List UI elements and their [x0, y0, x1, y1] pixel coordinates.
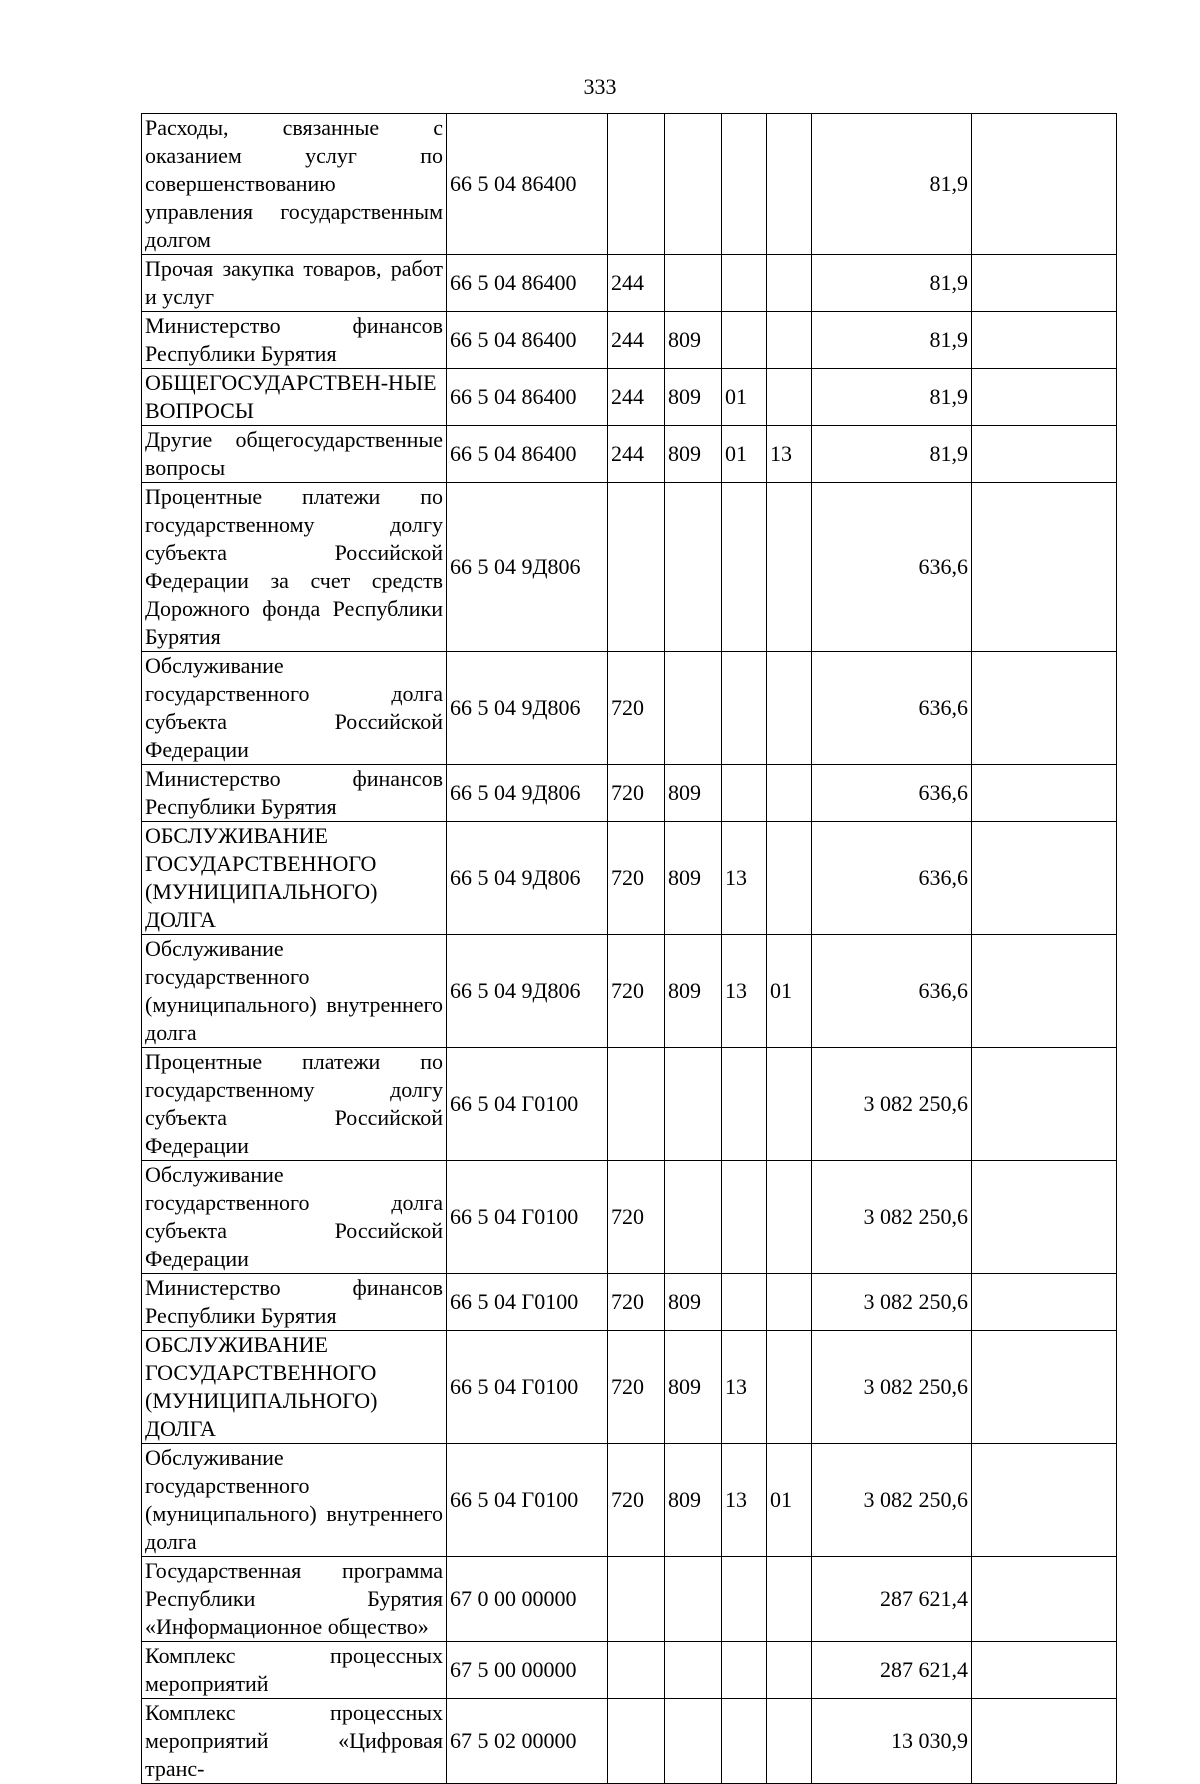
table-row [142, 426, 1117, 483]
row-empty-cell [972, 935, 1117, 1048]
row-target-code: 66 5 04 9Д806 [447, 935, 608, 1048]
row-target-code: 66 5 04 86400 [447, 369, 608, 426]
row-target-code: 66 5 04 Г0100 [447, 1048, 608, 1161]
table-row [142, 652, 1117, 765]
row-expense-type: 244 [608, 369, 665, 426]
row-subsection [767, 1557, 812, 1642]
row-section [722, 765, 767, 822]
row-empty-cell [972, 1699, 1117, 1784]
row-empty-cell [972, 1557, 1117, 1642]
row-ministry-code [665, 1048, 722, 1161]
row-sum: 636,6 [812, 822, 972, 935]
row-section [722, 1274, 767, 1331]
row-target-code: 66 5 04 86400 [447, 114, 608, 255]
row-name: Министерство финансов Республики Бурятия [142, 1274, 447, 1331]
row-empty-cell [972, 1274, 1117, 1331]
row-expense-type: 244 [608, 312, 665, 369]
row-empty-cell [972, 1444, 1117, 1557]
row-ministry-code: 809 [665, 935, 722, 1048]
row-expense-type: 720 [608, 1274, 665, 1331]
row-target-code: 66 5 04 86400 [447, 312, 608, 369]
row-ministry-code: 809 [665, 765, 722, 822]
row-name: Прочая закупка товаров, работ и услуг [142, 255, 447, 312]
row-ministry-code [665, 1161, 722, 1274]
row-sum: 636,6 [812, 483, 972, 652]
row-name: Расходы, связанные с оказанием услуг по совершенствованию управления государственным долгом [142, 114, 447, 255]
row-expense-type [608, 1642, 665, 1699]
row-section: 13 [722, 935, 767, 1048]
row-subsection [767, 1331, 812, 1444]
row-target-code: 66 5 04 Г0100 [447, 1274, 608, 1331]
row-section: 01 [722, 426, 767, 483]
row-section [722, 483, 767, 652]
row-ministry-code: 809 [665, 1274, 722, 1331]
row-sum: 81,9 [812, 312, 972, 369]
row-name: ОБЩЕГОСУДАРСТВЕН-НЫЕ ВОПРОСЫ [142, 369, 447, 426]
row-section: 01 [722, 369, 767, 426]
budget-table [141, 113, 1117, 1784]
row-empty-cell [972, 426, 1117, 483]
row-expense-type [608, 1557, 665, 1642]
row-sum: 636,6 [812, 652, 972, 765]
row-subsection [767, 369, 812, 426]
row-name: ОБСЛУЖИВАНИЕ ГОСУДАРСТВЕННОГО (МУНИЦИПАЛЬНОГО) ДОЛГА [142, 1331, 447, 1444]
row-subsection [767, 114, 812, 255]
table-row [142, 255, 1117, 312]
row-subsection [767, 1642, 812, 1699]
row-expense-type: 720 [608, 652, 665, 765]
row-target-code: 66 5 04 9Д806 [447, 483, 608, 652]
row-subsection [767, 255, 812, 312]
row-name: Другие общегосударственные вопросы [142, 426, 447, 483]
row-sum: 3 082 250,6 [812, 1274, 972, 1331]
row-sum: 3 082 250,6 [812, 1444, 972, 1557]
table-row [142, 312, 1117, 369]
table-row [142, 1557, 1117, 1642]
row-empty-cell [972, 1161, 1117, 1274]
row-name: Комплекс процессных мероприятий «Цифровая транс- [142, 1699, 447, 1784]
row-sum: 81,9 [812, 255, 972, 312]
row-subsection [767, 1274, 812, 1331]
row-subsection [767, 822, 812, 935]
row-name: ОБСЛУЖИВАНИЕ ГОСУДАРСТВЕННОГО (МУНИЦИПАЛЬНОГО) ДОЛГА [142, 822, 447, 935]
row-target-code: 67 5 02 00000 [447, 1699, 608, 1784]
row-target-code: 66 5 04 9Д806 [447, 822, 608, 935]
row-expense-type: 720 [608, 935, 665, 1048]
row-expense-type: 720 [608, 1444, 665, 1557]
row-section: 13 [722, 1444, 767, 1557]
row-section [722, 1161, 767, 1274]
row-ministry-code [665, 114, 722, 255]
row-name: Обслуживание государственного долга субъекта Российской Федерации [142, 1161, 447, 1274]
row-target-code: 66 5 04 86400 [447, 426, 608, 483]
row-target-code: 67 0 00 00000 [447, 1557, 608, 1642]
row-expense-type: 720 [608, 765, 665, 822]
row-empty-cell [972, 765, 1117, 822]
row-section [722, 312, 767, 369]
row-subsection: 01 [767, 935, 812, 1048]
row-section: 13 [722, 1331, 767, 1444]
row-subsection [767, 1699, 812, 1784]
table-row [142, 1642, 1117, 1699]
row-ministry-code: 809 [665, 822, 722, 935]
row-name: Обслуживание государственного долга субъекта Российской Федерации [142, 652, 447, 765]
row-name: Обслуживание государственного (муниципального) внутреннего долга [142, 1444, 447, 1557]
row-section: 13 [722, 822, 767, 935]
row-expense-type: 720 [608, 1161, 665, 1274]
row-subsection [767, 652, 812, 765]
row-expense-type: 720 [608, 1331, 665, 1444]
row-name: Комплекс процессных мероприятий [142, 1642, 447, 1699]
row-section [722, 255, 767, 312]
row-expense-type: 720 [608, 822, 665, 935]
row-subsection [767, 1048, 812, 1161]
row-sum: 287 621,4 [812, 1642, 972, 1699]
table-row [142, 369, 1117, 426]
row-empty-cell [972, 1642, 1117, 1699]
row-name: Обслуживание государственного (муниципального) внутреннего долга [142, 935, 447, 1048]
row-ministry-code: 809 [665, 1331, 722, 1444]
row-sum: 81,9 [812, 426, 972, 483]
table-row [142, 1048, 1117, 1161]
row-target-code: 66 5 04 9Д806 [447, 765, 608, 822]
row-empty-cell [972, 114, 1117, 255]
row-target-code: 66 5 04 Г0100 [447, 1331, 608, 1444]
row-expense-type [608, 483, 665, 652]
table-row [142, 822, 1117, 935]
row-empty-cell [972, 1331, 1117, 1444]
row-target-code: 67 5 00 00000 [447, 1642, 608, 1699]
row-section [722, 652, 767, 765]
row-sum: 3 082 250,6 [812, 1331, 972, 1444]
row-target-code: 66 5 04 9Д806 [447, 652, 608, 765]
row-sum: 287 621,4 [812, 1557, 972, 1642]
row-ministry-code: 809 [665, 426, 722, 483]
row-section [722, 114, 767, 255]
table-row [142, 1331, 1117, 1444]
row-section [722, 1557, 767, 1642]
table-row [142, 1274, 1117, 1331]
row-subsection: 01 [767, 1444, 812, 1557]
table-row [142, 1699, 1117, 1784]
row-section [722, 1699, 767, 1784]
row-subsection [767, 312, 812, 369]
row-expense-type: 244 [608, 426, 665, 483]
row-name: Процентные платежи по государственному долгу субъекта Российской Федерации за счет средств Дорожного фонда Республики Бурятия [142, 483, 447, 652]
row-subsection: 13 [767, 426, 812, 483]
row-name: Процентные платежи по государственному долгу субъекта Российской Федерации [142, 1048, 447, 1161]
table-row [142, 114, 1117, 255]
row-name: Министерство финансов Республики Бурятия [142, 312, 447, 369]
budget-table-body [142, 114, 1117, 1784]
row-ministry-code [665, 1699, 722, 1784]
row-section [722, 1048, 767, 1161]
row-ministry-code: 809 [665, 369, 722, 426]
row-empty-cell [972, 312, 1117, 369]
row-empty-cell [972, 822, 1117, 935]
row-sum: 3 082 250,6 [812, 1161, 972, 1274]
row-sum: 81,9 [812, 369, 972, 426]
row-sum: 81,9 [812, 114, 972, 255]
row-subsection [767, 765, 812, 822]
row-expense-type [608, 1699, 665, 1784]
table-row [142, 1444, 1117, 1557]
row-empty-cell [972, 652, 1117, 765]
row-target-code: 66 5 04 86400 [447, 255, 608, 312]
row-subsection [767, 1161, 812, 1274]
table-row [142, 1161, 1117, 1274]
row-sum: 3 082 250,6 [812, 1048, 972, 1161]
table-row [142, 765, 1117, 822]
row-sum: 636,6 [812, 765, 972, 822]
row-ministry-code [665, 1642, 722, 1699]
row-target-code: 66 5 04 Г0100 [447, 1444, 608, 1557]
row-sum: 13 030,9 [812, 1699, 972, 1784]
row-ministry-code: 809 [665, 312, 722, 369]
page-number: 333 [583, 74, 617, 99]
row-name: Государственная программа Республики Бурятия «Информационное общество» [142, 1557, 447, 1642]
row-empty-cell [972, 255, 1117, 312]
row-ministry-code [665, 1557, 722, 1642]
row-section [722, 1642, 767, 1699]
row-expense-type [608, 1048, 665, 1161]
row-ministry-code [665, 255, 722, 312]
row-name: Министерство финансов Республики Бурятия [142, 765, 447, 822]
row-empty-cell [972, 369, 1117, 426]
table-row [142, 935, 1117, 1048]
row-empty-cell [972, 1048, 1117, 1161]
table-row [142, 483, 1117, 652]
row-empty-cell [972, 483, 1117, 652]
row-expense-type: 244 [608, 255, 665, 312]
row-expense-type [608, 114, 665, 255]
row-subsection [767, 483, 812, 652]
row-ministry-code: 809 [665, 1444, 722, 1557]
row-ministry-code [665, 652, 722, 765]
row-target-code: 66 5 04 Г0100 [447, 1161, 608, 1274]
row-ministry-code [665, 483, 722, 652]
row-sum: 636,6 [812, 935, 972, 1048]
